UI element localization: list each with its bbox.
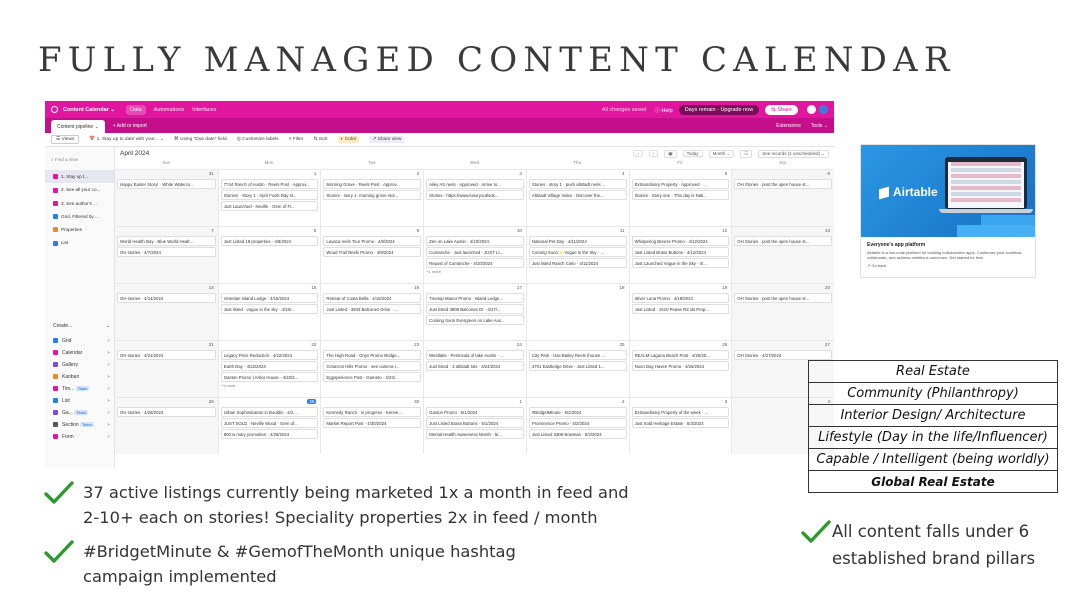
customize-labels-button[interactable]: ◎ Customize labels (236, 137, 279, 142)
calendar-header (115, 147, 834, 160)
sidebar-view-properties[interactable]: Properties (45, 223, 114, 236)
table-tab-content-pipeline[interactable]: Content pipeline ⌄ (51, 120, 105, 133)
day-number: 29 (309, 399, 315, 404)
calendar-record[interactable]: Westlake · Peninsula of lake Austin · ... (426, 350, 524, 360)
base-logo-icon (51, 106, 58, 113)
calendar-record[interactable]: Treetop Manor Promo · Island Ledge... (426, 293, 524, 303)
calendar-day[interactable] (731, 227, 834, 283)
create-item[interactable]: Section Team + (53, 419, 110, 431)
views-sidebar (45, 147, 115, 468)
calendar-day[interactable] (423, 398, 526, 454)
calendar-day[interactable] (218, 170, 321, 226)
calendar-day[interactable] (115, 284, 218, 340)
calendar-record[interactable]: Just Listed Brass Buttons · 5/1/2024 (426, 418, 524, 428)
day-number: 12 (722, 228, 728, 233)
calendar-day[interactable] (423, 284, 526, 340)
view-toolbar (45, 133, 834, 147)
share-button[interactable]: ⇆ Share (765, 105, 798, 115)
calendar-day[interactable] (526, 284, 629, 340)
nav-data[interactable]: Data (126, 105, 146, 115)
calendar-week (115, 169, 834, 226)
weekday-label: Thu (573, 160, 582, 165)
calendar-record[interactable]: Kennedy Ranch · in progress · Kenne... (323, 407, 421, 417)
calendar-record[interactable]: OH Stories · post the open house st... (734, 179, 832, 189)
day-number: 18 (619, 285, 625, 290)
calendar-record[interactable]: Stories · story 1· morning grove stor... (323, 190, 421, 200)
sidebar-view-authors[interactable]: 3. See author's ... (45, 197, 114, 210)
calendar-week (115, 283, 834, 340)
calendar-record[interactable]: Repost of Comanche · 4/10/2024 (426, 258, 524, 268)
calendar-record[interactable]: OH stories · 4/7/2024 (117, 247, 216, 257)
calendar-day[interactable] (218, 398, 321, 454)
airtable-logo-icon (879, 186, 889, 199)
calendar-record[interactable]: Gaston Promo | Arbor House · 4/22/2... (221, 372, 319, 382)
create-item[interactable]: Grid + (53, 335, 110, 347)
calendar-record[interactable]: 800 w mary promotion · 4/29/2024 (221, 429, 319, 439)
weekday-label: Tue (367, 160, 376, 165)
calendar-record[interactable]: Gaston Promo · 5/1/2024 (426, 407, 524, 417)
prev-month-button[interactable]: ‹ (633, 150, 643, 157)
calendar-day[interactable] (218, 284, 321, 340)
calendar-record[interactable]: Just Listed 3308 Bowman · 5/2/2024 (529, 429, 627, 439)
day-number: 8 (313, 228, 317, 233)
view-type-icon (53, 410, 58, 415)
day-number: 16 (414, 285, 420, 290)
calendar-record[interactable]: Just listed · 3 altstadt lots · 4/24/2024 (426, 361, 524, 371)
view-type-icon (53, 350, 58, 355)
day-number: 5 (724, 171, 728, 176)
calendar-record[interactable]: Just Listed Brass Buttons · 4/12/2024 (632, 247, 730, 257)
checkmark-icon (801, 520, 831, 544)
list-view-icon (53, 241, 58, 246)
calendar-record[interactable]: Comanche · Just launched · JUST LI... (426, 247, 524, 257)
trial-badge[interactable]: Days remain · Upgrade now (679, 105, 759, 115)
promo-title: Everyone's app platform (867, 242, 926, 248)
save-status: All changes saved (601, 106, 647, 113)
avatar[interactable] (819, 105, 828, 114)
calendar-day[interactable] (526, 341, 629, 397)
day-number: 20 (824, 285, 830, 290)
calendar-week (115, 340, 834, 397)
create-heading: Create... (53, 323, 73, 329)
day-number: 7 (211, 228, 214, 233)
weekday-label: Wed (469, 160, 480, 165)
calendar-record[interactable]: OH stories · 4/21/2024 (117, 350, 216, 360)
create-item[interactable]: Tim... Team + (53, 383, 110, 395)
promo-link[interactable]: ↗ Go back (867, 263, 887, 268)
create-item[interactable]: Form + (53, 431, 110, 443)
calendar-record[interactable]: National Pet Day · 4/11/2024 (529, 236, 627, 246)
calendar-record[interactable]: Cimarron Hills Promo · see camera r... (323, 361, 421, 371)
calendar-record[interactable]: Ailey AS reels · Approved · Arrive to... (426, 179, 524, 189)
calendar-day[interactable] (629, 284, 732, 340)
day-number: 17 (516, 285, 522, 290)
calendar-record[interactable]: Whispering Breeze Promo · 4/12/2024 (632, 236, 730, 246)
calendar-record[interactable]: OH Stories · 4/27/2024 (734, 350, 832, 360)
color-button[interactable]: ◐ Color (338, 136, 360, 143)
gallery-view-icon (53, 227, 58, 232)
day-number: 4 (827, 399, 830, 404)
day-number: 13 (824, 228, 830, 233)
calendar-record[interactable]: Urban Sophistication in Bouldin · 4/2... (221, 407, 319, 417)
next-month-button[interactable]: › (649, 150, 659, 157)
weekday-header (115, 160, 834, 169)
tools-button[interactable]: Tools ⌄ (810, 122, 828, 129)
team-badge: Team (77, 386, 88, 391)
calendar-day[interactable] (526, 227, 629, 283)
pillar-capable: Capable / Intelligent (being worldly) (809, 449, 1058, 471)
bullet-brand-pillars: All content falls under 6 established brand pillars (832, 522, 1036, 568)
sidebar-view-grid-filtered[interactable]: Grid, Filtered by ... (45, 210, 114, 223)
calendar-record[interactable]: 3701 Eastledge Drive · Just Listed 1... (529, 361, 627, 371)
calendar-record[interactable]: Coming Soon✨ Vogue in the Sky · ... (529, 247, 627, 257)
calendar-view-icon (53, 201, 58, 206)
calendar-view (115, 147, 834, 468)
day-number: 25 (619, 342, 625, 347)
calendar-week (115, 226, 834, 283)
calendar-record[interactable]: Extraordinary Property of the week · ... (632, 407, 730, 417)
laptop-illustration (945, 157, 1027, 209)
sort-button[interactable]: ⇅ Sort (313, 137, 328, 142)
create-item[interactable]: Calendar + (53, 347, 110, 359)
checkmark-icon (44, 481, 74, 505)
brand-pillars-table (808, 360, 1058, 493)
filter-button[interactable]: ≡ Filter (288, 137, 304, 142)
calendar-record[interactable]: #BridgetMinute · 5/2/2024 (529, 407, 627, 417)
view-type-icon (53, 398, 58, 403)
add-icon[interactable]: + (107, 410, 110, 416)
calendar-day[interactable] (320, 170, 423, 226)
create-view-section (53, 323, 110, 443)
pillar-global-real-estate: Global Real Estate (809, 471, 1058, 493)
calendar-day[interactable] (731, 284, 834, 340)
day-number: 11 (619, 228, 625, 233)
promo-image (861, 145, 1035, 237)
day-number: 15 (311, 285, 317, 290)
calendar-record[interactable]: Extraordinary Property · Approved · ... (632, 179, 730, 189)
calendar-record[interactable]: Silver Luna Promo · 4/19/2024 (632, 293, 730, 303)
calendar-record[interactable]: OH stories · 4/28/2024 (117, 407, 216, 417)
day-number: 1 (519, 399, 522, 404)
find-view-input[interactable]: ⌕ Find a view (51, 157, 79, 162)
calendar-record[interactable]: Lavaca reels Tour Promo · 4/9/2024 (323, 236, 421, 246)
calendar-day[interactable] (629, 170, 732, 226)
base-name[interactable]: Content Calendar ⌄ (63, 106, 115, 113)
calendar-day[interactable] (115, 170, 218, 226)
checkmark-icon (44, 540, 74, 564)
layout-icon[interactable]: ☷ (740, 150, 752, 158)
add-icon[interactable]: + (107, 398, 110, 404)
add-icon[interactable]: + (107, 362, 110, 368)
calendar-day[interactable] (320, 398, 423, 454)
calendar-record[interactable]: City Park · Use Bailey Reels (house ... (529, 350, 627, 360)
calendar-record[interactable]: Retreat of Costa Bella · 4/16/2024 (323, 293, 421, 303)
calendar-record[interactable]: Just Launched Vogue in the Sky · 4/... (632, 258, 730, 268)
calendar-record[interactable]: Eggsperience Post · Gameto · 4/23/... (323, 372, 421, 382)
calendar-record[interactable]: Altstadt Village Video · Discover the... (529, 190, 627, 200)
pillar-community: Community (Philanthropy) (809, 383, 1058, 405)
calendar-record[interactable]: Stories · https://www.luxuryoutlook... (426, 190, 524, 200)
notifications-icon[interactable] (807, 105, 816, 114)
date-picker-icon[interactable]: ▣ (664, 150, 676, 158)
unscheduled-records-button[interactable]: See records (1 unscheduled) ⌄ (758, 150, 829, 158)
calendar-record[interactable]: Legacy Price Reduction · 4/22/2024 (221, 350, 319, 360)
add-icon[interactable]: + (107, 338, 110, 344)
create-item[interactable]: List + (53, 395, 110, 407)
day-number: 2 (416, 171, 420, 176)
day-number: 1 (313, 171, 317, 176)
view-type-icon (53, 434, 58, 439)
airtable-logo: Airtable (879, 185, 938, 199)
share-view-button[interactable]: ↗ Share view (369, 136, 404, 143)
calendar-record[interactable]: JUST SOLD · Neville Wood · Gem of... (221, 418, 319, 428)
calendar-record[interactable]: Mental Health Awareness Month · 5/... (426, 429, 524, 439)
date-field-button[interactable]: ⌘ Using "Due date" field (173, 137, 227, 142)
day-number: 24 (516, 342, 522, 347)
calendar-day[interactable] (423, 170, 526, 226)
day-number: 14 (208, 285, 214, 290)
calendar-day[interactable] (629, 398, 732, 454)
day-number: 19 (722, 285, 728, 290)
weekday-label: Sat (779, 160, 787, 165)
calendar-record[interactable]: Earth Day · 4/22/2024 (221, 361, 319, 371)
sidebar-view-see-all[interactable]: 2. See all your co... (45, 183, 114, 196)
calendar-day[interactable] (320, 284, 423, 340)
sidebar-view-stay-up[interactable]: 1. Stay up t... (45, 170, 114, 183)
day-number: 10 (516, 228, 522, 233)
day-number: 31 (208, 171, 214, 176)
airtable-app-screenshot (45, 101, 834, 468)
day-number: 27 (824, 342, 830, 347)
help-button[interactable]: ⓘ Help (654, 107, 673, 114)
pillar-lifestyle: Lifestyle (Day in the life/Influencer) (809, 427, 1058, 449)
calendar-record[interactable]: Wood Trail Reels Promo · 4/9/2024 (323, 247, 421, 257)
slide-title: FULLY MANAGED CONTENT CALENDAR (38, 40, 956, 80)
views-toggle[interactable]: ☰ Views (51, 135, 79, 144)
day-number: 30 (414, 399, 420, 404)
view-type-icon (53, 422, 58, 427)
grid-view-icon (53, 214, 58, 219)
view-type-icon (53, 338, 58, 343)
sidebar-view-list[interactable]: List (45, 236, 114, 249)
calendar-day[interactable] (218, 227, 321, 283)
calendar-record[interactable]: Zen on Lake Austin · 4/10/2024 (426, 236, 524, 246)
calendar-grid (115, 169, 834, 468)
airtable-promo-card[interactable] (860, 144, 1036, 278)
calendar-record[interactable]: Just listed 3808 Balcones Dr · 4/17/... (426, 304, 524, 314)
calendar-record[interactable]: Just Launched · Neville · Gem of Fi... (221, 201, 319, 211)
calendar-record[interactable]: OH Stories · post the open house st... (734, 236, 832, 246)
bullet-hashtag: #BridgetMinute & #GemofTheMonth unique hashtag campaign implemented (83, 542, 516, 586)
weekday-label: Sun (162, 160, 171, 165)
day-number: 22 (311, 342, 317, 347)
app-topbar (45, 101, 834, 118)
calendar-day[interactable] (629, 341, 732, 397)
promo-description: Airtable is a low-code platform for building collaborative apps. Customize your workflow, collaborate, and achieve ambitious outcomes. Get started for free. (867, 250, 1023, 260)
day-number: 26 (722, 342, 728, 347)
extensions-button[interactable]: Extensions (776, 122, 801, 129)
day-number: 2 (622, 399, 625, 404)
calendar-record[interactable]: Venetian Island Ledge · 4/15/2024 (221, 293, 319, 303)
calendar-record[interactable]: Just Listed 18 properties · 4/8/2024 (221, 236, 319, 246)
calendar-record[interactable]: Market Report Post · 4/30/2024 (323, 418, 421, 428)
add-icon[interactable]: + (107, 374, 110, 380)
nav-automations[interactable]: Automations (153, 106, 185, 113)
calendar-record[interactable]: Just listed Ranch Cielo · 4/11/2024 (529, 258, 627, 268)
calendar-record[interactable]: Stories! · Story 1 · April Fools Day st... (221, 190, 319, 200)
weekday-label: Fri (677, 160, 683, 165)
add-table-button[interactable]: + Add or import (112, 122, 147, 129)
calendar-day[interactable] (320, 341, 423, 397)
view-type-icon (53, 362, 58, 367)
day-number: 9 (416, 228, 420, 233)
calendar-day[interactable] (115, 341, 218, 397)
calendar-record[interactable]: Just Listed · 1510 Pease Rd 1B Prop... (632, 304, 730, 314)
calendar-day[interactable] (731, 170, 834, 226)
calendar-day[interactable] (526, 170, 629, 226)
add-icon[interactable]: + (107, 350, 110, 356)
calendar-record[interactable]: Happy Easter Story! · White Waterco... (117, 179, 216, 189)
calendar-record[interactable]: World Health Day · Blue World Healt... (117, 236, 216, 246)
day-number: 4 (622, 171, 625, 176)
calendar-record[interactable]: OH Stories · post the open house st... (734, 293, 832, 303)
calendar-record[interactable]: OH stories · 4/14/2024 (117, 293, 216, 303)
calendar-record[interactable]: The High Road · Onyx Promo Bridge... (323, 350, 421, 360)
add-icon[interactable]: + (107, 422, 110, 428)
calendar-day[interactable] (115, 398, 218, 454)
calendar-record[interactable]: Morning Grove · Reels Post · Approv... (323, 179, 421, 189)
team-badge: Team (82, 422, 92, 427)
day-number: 21 (208, 342, 214, 347)
day-number: 23 (414, 342, 420, 347)
calendar-record[interactable]: Noon Day Haven Promo · 4/26/2024 (632, 361, 730, 371)
more-records-link[interactable]: +1 more (220, 383, 236, 388)
pillar-real-estate: Real Estate (809, 361, 1058, 383)
create-item[interactable]: Ga... Team + (53, 407, 110, 419)
calendar-record[interactable]: Coming Soon Evergreen on Lake Aus... (426, 315, 524, 325)
calendar-day[interactable] (629, 227, 732, 283)
calendar-record[interactable]: Just listed · vogue in the sky · 4/15/... (221, 304, 319, 314)
calendar-record[interactable]: REALM Laguna Beach Post · 4/26/20... (632, 350, 730, 360)
view-type-icon (53, 386, 58, 391)
bullet-listings: 37 active listings currently being marketed 1x a month in feed and 2-10+ each on stories! Speciality properties 2x in feed / month (83, 483, 629, 527)
table-bar (45, 118, 834, 133)
team-badge: Team (76, 410, 87, 415)
add-icon[interactable]: + (107, 386, 110, 392)
day-number: 28 (208, 399, 214, 404)
calendar-day[interactable] (115, 227, 218, 283)
range-select[interactable]: Month ⌄ (709, 150, 735, 158)
create-item[interactable]: Kanban + (53, 371, 110, 383)
calendar-record[interactable]: Just Listed · 3933 Balcones Drive · ... (323, 304, 421, 314)
calendar-record[interactable]: Stories · story 1 · push altstadt reels ... (529, 179, 627, 189)
calendar-day[interactable] (526, 398, 629, 454)
calendar-record[interactable]: Prominence Promo · 5/2/2024 (529, 418, 627, 428)
day-number: 3 (519, 171, 522, 176)
calendar-week (115, 397, 834, 454)
calendar-view-icon (53, 188, 58, 193)
nav-interfaces[interactable]: Interfaces (192, 106, 217, 113)
view-type-icon (53, 374, 58, 379)
add-icon[interactable]: + (107, 434, 110, 440)
calendar-day[interactable] (218, 341, 321, 397)
create-item[interactable]: Gallery + (53, 359, 110, 371)
calendar-month: April 2024 (120, 150, 150, 157)
calendar-view-icon (53, 174, 58, 179)
calendar-record[interactable]: Just Sold Heritage Estate · 5/3/2024 (632, 418, 730, 428)
chevron-down-icon[interactable]: ⌄ (105, 323, 110, 329)
calendar-day[interactable] (320, 227, 423, 283)
current-view[interactable]: 📅 1. Stay up to date with your... ⌄ (89, 137, 164, 142)
pillar-interior-design: Interior Design/ Architecture (809, 405, 1058, 427)
day-number: 6 (827, 171, 830, 176)
weekday-label: Mon (264, 160, 274, 165)
more-records-link[interactable]: +1 more (426, 269, 441, 274)
calendar-record[interactable]: 7744 Ranch of Austin · Reels Post · Approv... (221, 179, 319, 189)
calendar-record[interactable]: Stories · Story one · This day is Nati... (632, 190, 730, 200)
day-number: 3 (724, 399, 728, 404)
calendar-day[interactable] (423, 227, 526, 283)
calendar-day[interactable] (423, 341, 526, 397)
today-button[interactable]: Today (683, 150, 703, 157)
